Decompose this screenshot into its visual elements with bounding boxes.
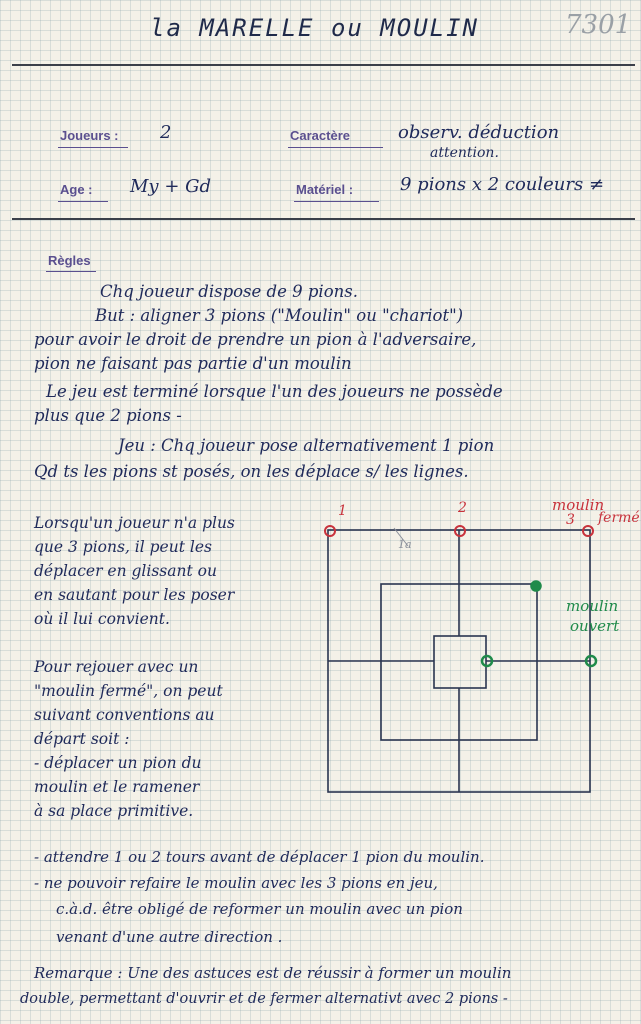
rule-line: pour avoir le droit de prendre un pion à l'adversaire, bbox=[34, 330, 477, 349]
pencil-note: 1a bbox=[398, 538, 412, 551]
age-label: Age : bbox=[60, 182, 93, 197]
green-pion-1 bbox=[531, 581, 541, 591]
bottom-line: c.à.d. être obligé de reformer un moulin avec un pion bbox=[56, 900, 463, 918]
character-value-1: observ. déduction bbox=[398, 122, 560, 143]
players-label: Joueurs : bbox=[60, 128, 119, 143]
inner-square bbox=[434, 636, 486, 688]
material-value: 9 pions x 2 couleurs ≠ bbox=[400, 174, 605, 195]
left-note-line: départ soit : bbox=[34, 730, 130, 748]
left-note-line: Pour rejouer avec un bbox=[34, 658, 199, 676]
left-note-line: suivant conventions au bbox=[34, 706, 215, 724]
left-note-line: moulin et le ramener bbox=[34, 778, 200, 796]
players-value: 2 bbox=[160, 122, 172, 143]
left-note-line: en sautant pour les poser bbox=[34, 586, 235, 604]
red-pion-2 bbox=[455, 526, 465, 536]
left-note-line: à sa place primitive. bbox=[34, 802, 194, 820]
age-value: My + Gd bbox=[130, 176, 212, 197]
rule-line: Chq joueur dispose de 9 pions. bbox=[100, 282, 358, 301]
remark-line: Remarque : Une des astuces est de réussir à former un moulin bbox=[34, 964, 512, 982]
left-note-line: déplacer en glissant ou bbox=[34, 562, 217, 580]
marker-2: 2 bbox=[458, 500, 467, 516]
rules-heading: Règles bbox=[48, 253, 91, 268]
marker-3: 3 bbox=[566, 512, 575, 528]
closed-mill-label-2: fermé bbox=[598, 510, 640, 526]
red-pion-3 bbox=[583, 526, 593, 536]
rule-line: Jeu : Chq joueur pose alternativement 1 pion bbox=[118, 436, 495, 455]
rule-line: But : aligner 3 pions ("Moulin" ou "chariot") bbox=[95, 306, 464, 325]
rule-line: pion ne faisant pas partie d'un moulin bbox=[34, 354, 352, 373]
left-note-line: "moulin fermé", on peut bbox=[34, 682, 223, 700]
left-note-line: - déplacer un pion du bbox=[34, 754, 202, 772]
left-note-line: Lorsqu'un joueur n'a plus bbox=[34, 514, 235, 532]
remark-line: double, permettant d'ouvrir et de fermer alternativt avec 2 pions - bbox=[20, 991, 508, 1007]
bottom-line: - attendre 1 ou 2 tours avant de déplacer 1 pion du moulin. bbox=[34, 848, 485, 866]
page-title: la MARELLE ou MOULIN bbox=[150, 14, 479, 42]
closed-mill-label-1: moulin bbox=[552, 496, 605, 514]
rule-line: Qd ts les pions st posés, on les déplace s/ les lignes. bbox=[34, 462, 469, 481]
rule-line: plus que 2 pions - bbox=[34, 406, 182, 425]
left-note-line: que 3 pions, il peut les bbox=[34, 538, 212, 556]
open-mill-label-1: moulin bbox=[566, 597, 619, 615]
left-note-line: où il lui convient. bbox=[34, 610, 170, 628]
bottom-line: venant d'une autre direction . bbox=[56, 928, 283, 946]
bottom-line: - ne pouvoir refaire le moulin avec les 3 pions en jeu, bbox=[34, 874, 438, 892]
red-pion-1 bbox=[325, 526, 335, 536]
open-mill-label-2: ouvert bbox=[570, 617, 620, 635]
character-value-2: attention. bbox=[430, 145, 499, 161]
marker-1: 1 bbox=[338, 503, 347, 519]
character-label: Caractère bbox=[290, 128, 350, 143]
reference-number: 7301 bbox=[565, 10, 632, 40]
material-label: Matériel : bbox=[296, 182, 354, 197]
rule-line: Le jeu est terminé lorsque l'un des joueurs ne possède bbox=[46, 382, 503, 401]
